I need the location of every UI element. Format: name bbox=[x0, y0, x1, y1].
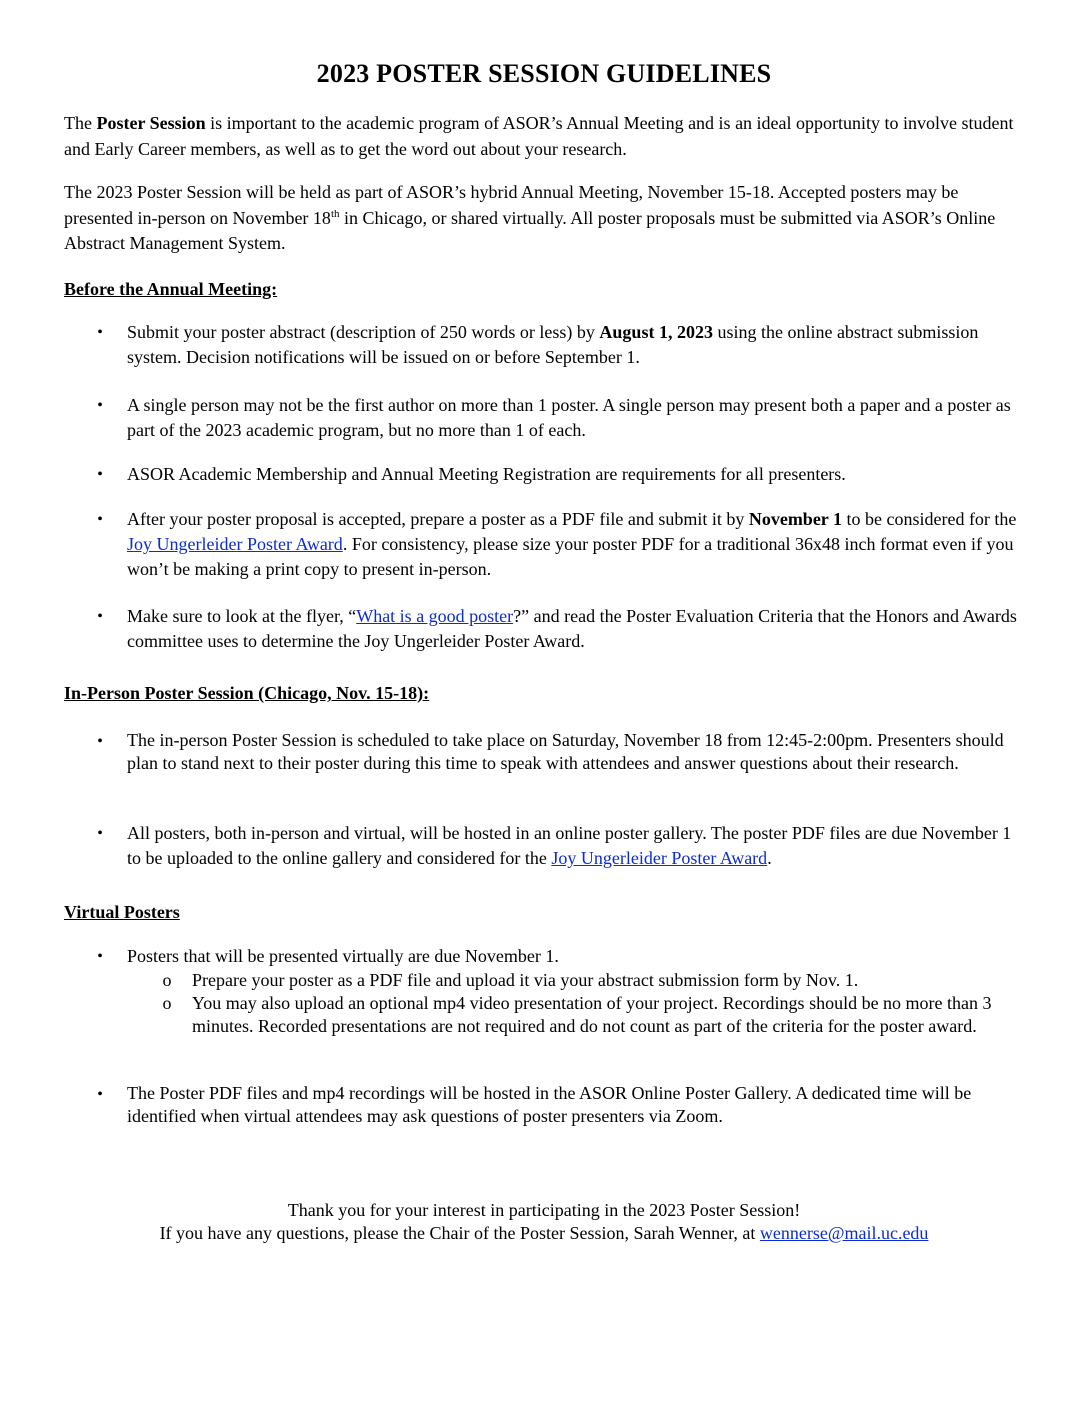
bullet-icon: • bbox=[97, 825, 103, 842]
bullet-icon: • bbox=[97, 948, 103, 965]
bullet-icon: • bbox=[97, 608, 103, 625]
contact-line bbox=[0, 1222, 1088, 1245]
bullet-icon: • bbox=[97, 511, 103, 528]
item-text: . bbox=[767, 848, 772, 868]
sub-list-item: You may also upload an optional mp4 video presentation of your project. Recordings should be no more than 3 minutes. Recorded presentations are not required and do not count as part of the criteria for the poster award. bbox=[192, 993, 992, 1036]
list-item: Posters that will be presented virtually are due November 1. bbox=[127, 946, 559, 966]
item-text: After your poster proposal is accepted, prepare a poster as a PDF file and submit it by bbox=[127, 509, 749, 529]
item-text: All posters, both in-person and virtual, will be hosted in an online poster gallery. The poster PDF files are due November 1 to be uploaded to the online gallery and considered for the bbox=[127, 823, 1012, 868]
item-text: Make sure to look at the flyer, “ bbox=[127, 606, 357, 626]
list-item: ASOR Academic Membership and Annual Meeting Registration are requirements for all presenters. bbox=[127, 464, 846, 484]
intro-text: in Chicago, or shared virtually. All poster proposals must be submitted via ASOR’s Online Abstract Management System. bbox=[64, 207, 996, 253]
thank-you-line: Thank you for your interest in participating in the 2023 Poster Session! bbox=[287, 1200, 801, 1220]
poster-session-emphasis: Poster Session bbox=[96, 113, 206, 133]
sub-bullet-icon: o bbox=[162, 970, 172, 990]
good-poster-flyer-link[interactable]: What is a good poster bbox=[356, 606, 514, 626]
poster-award-link[interactable]: Joy Ungerleider Poster Award bbox=[551, 848, 768, 868]
intro-text: is important to the academic program of ASOR’s Annual Meeting and is an ideal opportunity to involve student and Early Career members, as well as to get the word out about your research. bbox=[64, 113, 1014, 159]
intro-paragraph-1 bbox=[64, 111, 1024, 162]
deadline-emphasis: November 1 bbox=[748, 509, 842, 529]
section-heading-before-meeting: Before the Annual Meeting: bbox=[64, 279, 278, 299]
list-item bbox=[127, 604, 1027, 654]
contact-text: If you have any questions, please the Chair of the Poster Session, Sarah Wenner, at bbox=[159, 1223, 760, 1243]
item-text: using the online abstract submission system. Decision notifications will be issued on or before September 1. bbox=[127, 322, 979, 367]
list-item bbox=[127, 320, 1027, 370]
item-text: . For consistency, please size your poster PDF for a traditional 36x48 inch format even if you won’t be making a print copy to present in-person. bbox=[127, 534, 1014, 579]
bullet-icon: • bbox=[97, 397, 103, 414]
item-text: Submit your poster abstract (description of 250 words or less) by bbox=[127, 322, 600, 342]
list-item bbox=[127, 507, 1027, 582]
section-heading-virtual: Virtual Posters bbox=[64, 902, 180, 922]
page-title: 2023 POSTER SESSION GUIDELINES bbox=[316, 59, 772, 88]
item-text: ?” and read the Poster Evaluation Criteria that the Honors and Awards committee uses to determine the Joy Ungerleider Poster Award. bbox=[127, 606, 1017, 651]
chair-email-link[interactable]: wennerse@mail.uc.edu bbox=[759, 1223, 929, 1243]
sub-bullet-icon: o bbox=[162, 993, 172, 1013]
intro-text: The bbox=[64, 113, 97, 133]
bullet-icon: • bbox=[97, 733, 103, 750]
section-heading-in-person: In-Person Poster Session (Chicago, Nov. 15-18): bbox=[64, 683, 430, 703]
intro-text: The 2023 Poster Session will be held as part of ASOR’s hybrid Annual Meeting, November 15-18. Accepted posters may be presented in-person on November 18 bbox=[64, 182, 959, 228]
list-item: The Poster PDF files and mp4 recordings will be hosted in the ASOR Online Poster Gallery. A dedicated time will be identified when virtual attendees may ask questions of poster presenters via Zoom. bbox=[127, 1083, 972, 1126]
list-item: The in-person Poster Session is scheduled to take place on Saturday, November 18 from 12:45-2:00pm. Presenters should plan to stand next to their poster during this time to speak with attendees and answer questions about their research. bbox=[127, 730, 1004, 773]
sub-list-item: Prepare your poster as a PDF file and upload it via your abstract submission form by Nov. 1. bbox=[192, 970, 859, 990]
list-item: A single person may not be the first author on more than 1 poster. A single person may present both a paper and a poster as part of the 2023 academic program, but no more than 1 of each. bbox=[127, 395, 1011, 440]
deadline-emphasis: August 1, 2023 bbox=[599, 322, 713, 342]
bullet-icon: • bbox=[97, 466, 103, 483]
bullet-icon: • bbox=[97, 1086, 103, 1103]
poster-award-link[interactable]: Joy Ungerleider Poster Award bbox=[127, 534, 343, 554]
ordinal-suffix: th bbox=[330, 207, 340, 220]
list-item bbox=[127, 821, 1027, 871]
intro-paragraph-2 bbox=[64, 180, 1024, 257]
item-text: to be considered for the bbox=[841, 509, 1017, 529]
bullet-icon: • bbox=[97, 324, 103, 341]
